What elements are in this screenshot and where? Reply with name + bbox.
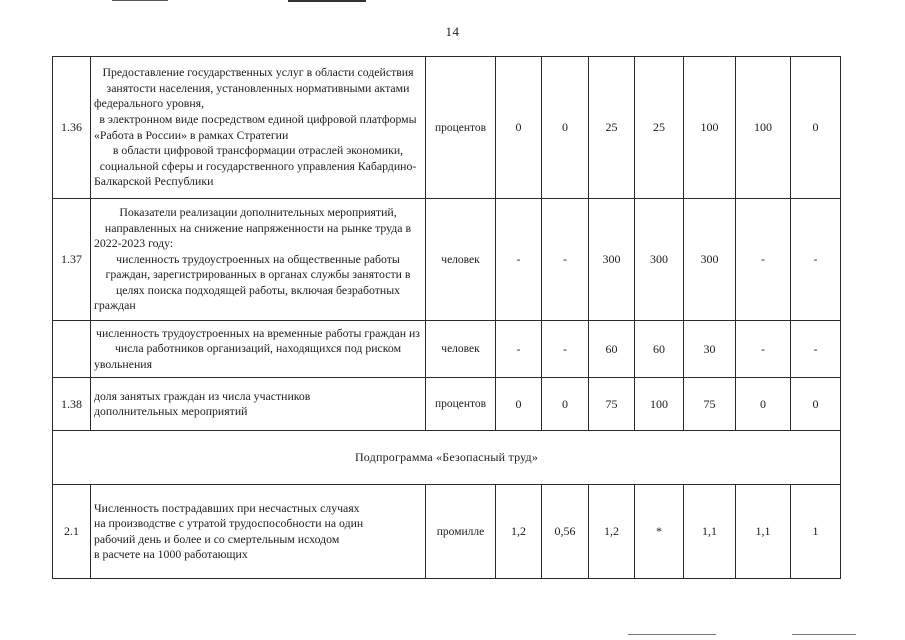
unit-cell: процентов xyxy=(426,378,496,431)
page-number: 14 xyxy=(445,24,460,39)
description-paragraph: Предоставление государственных услуг в области содействия занятости населения, установленных нормативными актами федерального уровня, xyxy=(94,65,414,111)
value-cell: 1,2 xyxy=(496,485,542,579)
description-paragraph: Численность пострадавших при несчастных случаях xyxy=(94,501,360,516)
description-paragraph: в расчете на 1000 работающих xyxy=(94,546,248,561)
table-row xyxy=(53,378,841,431)
unit-cell: человек xyxy=(426,321,496,378)
value-cell: - xyxy=(736,321,791,378)
table-row xyxy=(53,485,841,579)
value-cell: 1,2 xyxy=(589,485,635,579)
description-paragraph: доля занятых граждан из числа участников xyxy=(94,388,311,403)
value-cell: 0 xyxy=(791,57,841,199)
indicator-description xyxy=(91,57,426,199)
row-number: 2.1 xyxy=(53,485,91,579)
unit-cell: процентов xyxy=(426,57,496,199)
value-cell: * xyxy=(635,485,684,579)
row-number: 1.37 xyxy=(53,199,91,321)
description-paragraph: в электронном виде посредством единой цифровой платформы «Работа в России» в рамках Стратегии xyxy=(94,111,417,142)
value-cell: - xyxy=(496,199,542,321)
value-cell: - xyxy=(791,199,841,321)
indicators-table xyxy=(52,56,841,579)
value-cell: 60 xyxy=(589,321,635,378)
value-cell: 0,56 xyxy=(542,485,589,579)
unit-cell: человек xyxy=(426,199,496,321)
indicator-description xyxy=(91,378,426,431)
value-cell: 300 xyxy=(635,199,684,321)
value-cell: 25 xyxy=(589,57,635,199)
value-cell: 25 xyxy=(635,57,684,199)
value-cell: 60 xyxy=(635,321,684,378)
description-paragraph: численность трудоустроенных на общественные работы граждан, зарегистрированных в органах службы занятости в целях поиска подходящей работы, включая безработных граждан xyxy=(94,251,411,313)
table-row xyxy=(53,199,841,321)
value-cell: 100 xyxy=(736,57,791,199)
indicator-description xyxy=(91,321,426,378)
value-cell: 300 xyxy=(589,199,635,321)
row-number: 1.38 xyxy=(53,378,91,431)
row-number xyxy=(53,321,91,378)
description-paragraph: на производстве с утратой трудоспособности на один xyxy=(94,516,364,531)
value-cell: 0 xyxy=(496,57,542,199)
scan-artifact-bottom-1 xyxy=(628,634,716,635)
indicator-description xyxy=(91,485,426,579)
subprogram-row xyxy=(53,431,841,485)
value-cell: - xyxy=(542,321,589,378)
value-cell: 75 xyxy=(684,378,736,431)
value-cell: 1,1 xyxy=(684,485,736,579)
subprogram-title: Подпрограмма «Безопасный труд» xyxy=(53,431,841,485)
value-cell: 0 xyxy=(542,57,589,199)
description-paragraph: численность трудоустроенных на временные работы граждан из числа работников организаций, находящихся под риском увольнения xyxy=(94,325,420,371)
value-cell: 0 xyxy=(791,378,841,431)
scan-artifact-top-left xyxy=(112,0,168,1)
value-cell: 0 xyxy=(736,378,791,431)
scan-artifact-bottom-2 xyxy=(792,634,856,635)
description-paragraph: рабочий день и более и со смертельным исходом xyxy=(94,531,340,546)
value-cell: - xyxy=(542,199,589,321)
value-cell: 0 xyxy=(542,378,589,431)
row-number: 1.36 xyxy=(53,57,91,199)
value-cell: - xyxy=(496,321,542,378)
description-paragraph: в области цифровой трансформации отраслей экономики, социальной сферы и государственного управления Кабардино-Балкарской Республики xyxy=(94,143,417,189)
description-paragraph: дополнительных мероприятий xyxy=(94,404,248,418)
description-paragraph: Показатели реализации дополнительных мероприятий, направленных на снижение напряженности на рынке труда в 2022-2023 году: xyxy=(94,204,412,251)
value-cell: 1,1 xyxy=(736,485,791,579)
unit-cell: промилле xyxy=(426,485,496,579)
value-cell: - xyxy=(736,199,791,321)
value-cell: 300 xyxy=(684,199,736,321)
indicator-description xyxy=(91,199,426,321)
value-cell: 30 xyxy=(684,321,736,378)
scan-artifact-top-mid xyxy=(288,0,366,2)
value-cell: 100 xyxy=(635,378,684,431)
value-cell: 0 xyxy=(496,378,542,431)
table-row xyxy=(53,321,841,378)
value-cell: 75 xyxy=(589,378,635,431)
value-cell: - xyxy=(791,321,841,378)
value-cell: 100 xyxy=(684,57,736,199)
value-cell: 1 xyxy=(791,485,841,579)
table-row xyxy=(53,57,841,199)
